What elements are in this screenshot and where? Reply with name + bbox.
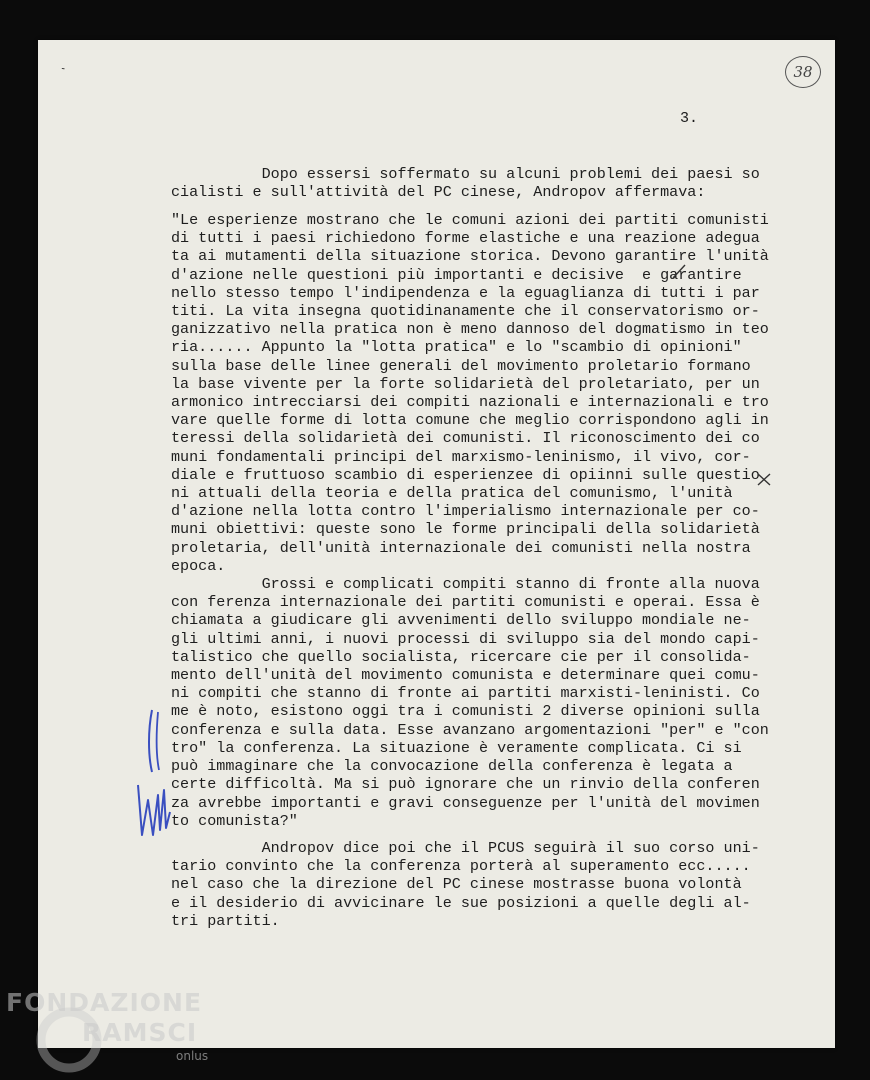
pencil-tick-mark: ` (58, 64, 74, 84)
pen-margin-bracket (149, 710, 152, 772)
pen-margin-bracket-2 (157, 712, 159, 770)
watermark-line-1: FONDAZIONE (6, 988, 203, 1017)
andropov-quote: "Le esperienze mostrano che le comuni azioni dei partiti comunisti di tutti i paesi richiedono forme elastiche e una reazione adegua ta ai mutamenti della situazione storica. Devono garantire l'unità d'azione nelle questioni più importanti e decisive e garantire nello stesso tempo l'indipendenza e la eguaglianza di tutti i par titi. La vita insegna quotidinanamente che il conservatorismo or- ganizzativo nella pratica non è meno dannoso del dogmatismo in teo ria...... Appunto la "lotta pratica" e lo "scambio di opinioni" sulla base delle linee generali del movimento proletario formano la base vivente per la forte solidarietà del proletariato, per un armonico intrecciarsi dei compiti nazionali e internazionali e tro vare quelle forme di lotta comune che meglio corrispondono agli in teressi della solidarietà dei comunisti. Il riconoscimento dei co muni fondamentali principi del marxismo-leninismo, il vivo, cor- diale e fruttuoso scambio di esperienzee di opiinni sulle questio ni attuali della teoria e della pratica del comunismo, l'unità d'azione nella lotta contro l'imperialismo internazionale per co- muni obiettivi: queste sono le forme principali della solidarietà proletaria, dell'unità internazionale dei comunisti nella nostra epoca. Grossi e complicati compiti stanno di fronte alla nuova con ferenza internazionale dei partiti comunisti e operai. Essa è chiamata a giudicare gli avvenimenti dello sviluppo mondiale ne- gli ultimi anni, i nuovi processi di sviluppo sia del mondo capi- talistico che quello socialista, ricercare cie per il consolida- mento dell'unità del movimento comunista e determinare quei comu- ni compiti che stanno di fronte ai partiti marxisti-leninisti. Co me è noto, esistono oggi tra i comunisti 2 diverse opinioni sulla conferenza e sulla data. Esse avanzano argomentazioni "per" e "con tro" la conferenza. La situazione è veramente complicata. Ci si può immaginare che la convocazione della conferenza è legata a certe difficoltà. Ma si può ignorare che un rinvio della conferen za avrebbe importanti e gravi conseguenze per l'unità del movimen to comunista?" (171, 211, 769, 830)
watermark-line-3: onlus (176, 1049, 209, 1063)
intro-paragraph: Dopo essersi soffermato su alcuni problemi dei paesi so cialisti e sull'attività del PC cinese, Andropov affermava: (171, 165, 760, 202)
page-number: 3. (680, 110, 699, 127)
pen-margin-mark (130, 700, 180, 850)
closing-paragraph: Andropov dice poi che il PCUS seguirà il suo corso uni- tario convinto che la conferenza porterà al superamento ecc..... nel caso che la direzione del PC cinese mostrasse buona volontà e il desiderio di avvicinare le sue posizioni a quelle degli al- tri partiti. (171, 839, 760, 930)
archive-page-number: 38 (785, 56, 821, 88)
pen-correction-mark-2 (755, 470, 775, 490)
watermark-line-2: RAMSCI (82, 1018, 198, 1047)
pen-correction-mark (670, 262, 690, 282)
pen-initials-signature (138, 785, 170, 835)
fondazione-gramsci-watermark (4, 985, 234, 1075)
